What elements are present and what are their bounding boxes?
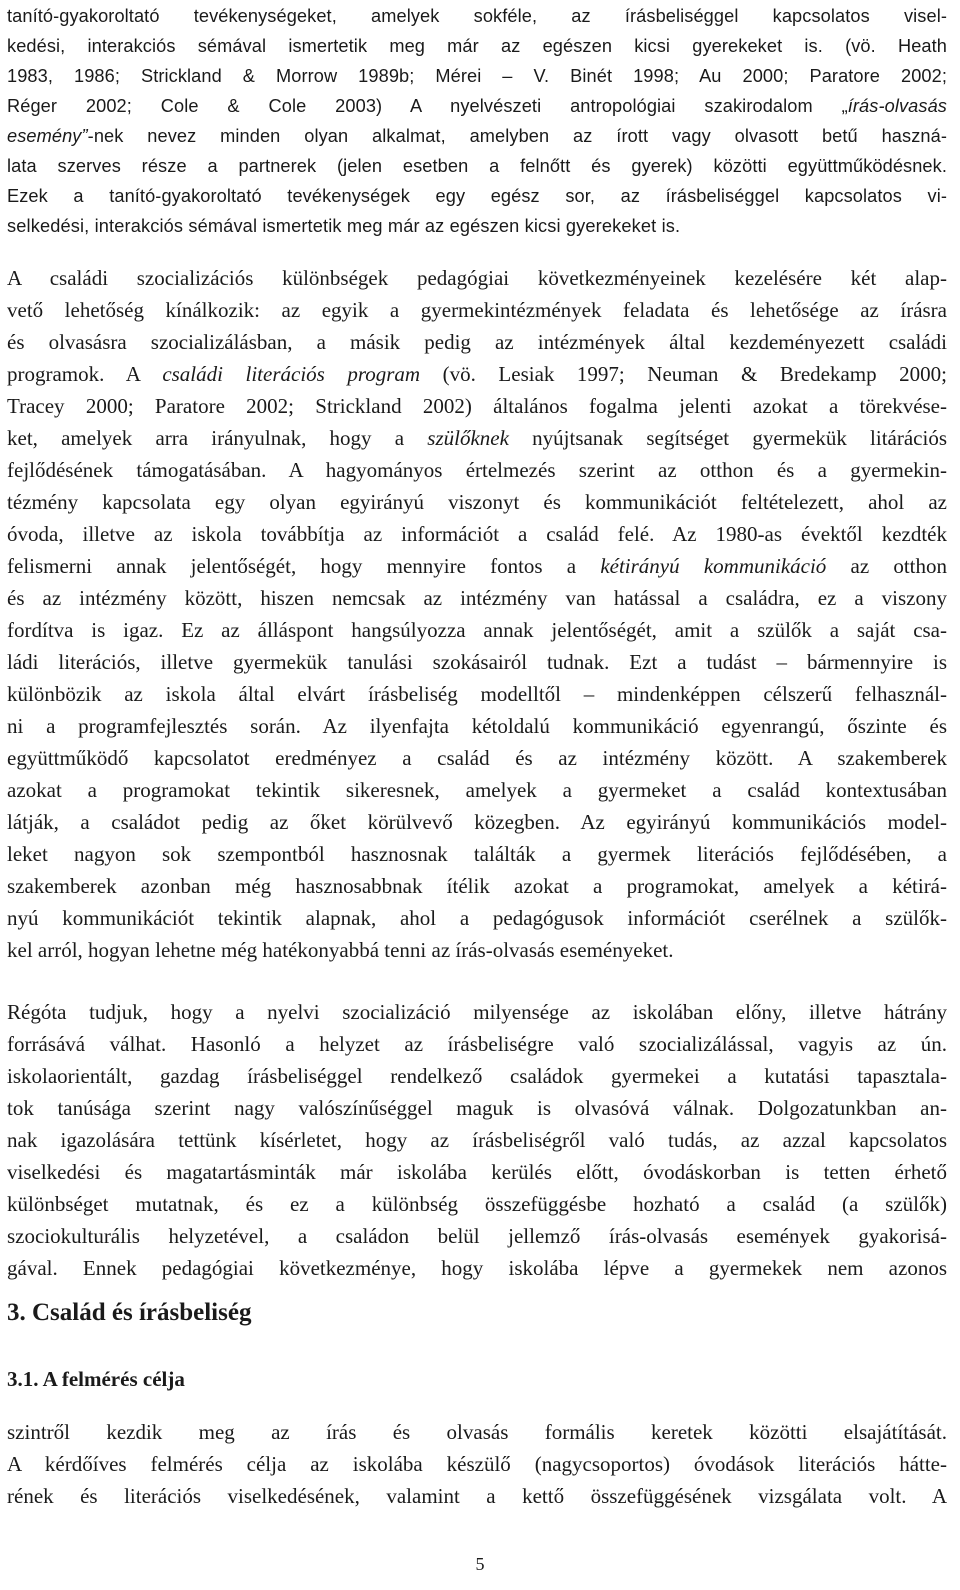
text-line: Réger 2002; Cole & Cole 2003) A nyelvészeti antropológiai szakirodalom „írás-olvasás xyxy=(7,96,947,116)
text-line: szintről kezdik meg az írás és olvasás formális keretek közötti elsajátítását. xyxy=(7,1420,947,1444)
text-line: kedési, interakciós sémával ismertetik meg már az egészen kicsi gyerekeket is. (vö. Heath xyxy=(7,36,947,56)
text-line: A családi szocializációs különbségek pedagógiai következményeinek kezelésére két alap- xyxy=(7,266,947,290)
text-line: ni a programfejlesztés során. Az ilyenfajta kétoldalú kommunikáció egyenrangú, őszinte és xyxy=(7,714,947,738)
text-line: kel arról, hogyan lehetne még hatékonyabbá tenni az írás-olvasás eseményeket. xyxy=(7,938,674,962)
text-line: selkedési, interakciós sémával ismertetik meg már az egészen kicsi gyerekeket is. xyxy=(7,216,681,236)
text-line: leket nagyon sok szempontból hasznosnak találták a gyermek literációs fejlődésében, a xyxy=(7,842,947,866)
italic-term: szülőknek xyxy=(427,426,509,450)
text-line: fejlődésének támogatásában. A hagyományos értelmezés szerint az otthon és a gyermekin- xyxy=(7,458,947,482)
text-line: azokat a programokat tekintik sikeresnek, amelyek a gyermeket a család kontextusában xyxy=(7,778,947,802)
italic-term: családi literációs program xyxy=(162,362,421,386)
text-line: látják, a családot pedig az őket körülvevő közegben. Az egyirányú kommunikációs model- xyxy=(7,810,947,834)
text-line: iskolaorientált, gazdag írásbeliséggel rendelkező családok gyermekei a kutatási tapasztala- xyxy=(7,1064,947,1088)
italic-term: írás-olvasás xyxy=(847,96,947,116)
text-line: rének és literációs viselkedésének, valamint a kettő összefüggésének vizsgálata volt. A xyxy=(7,1484,947,1508)
text-line: forrásává válhat. Hasonló a helyzet az írásbeliségre való szocializálással, vagyis az ún. xyxy=(7,1032,947,1056)
text-line: tézmény kapcsolata egy olyan egyirányú viszonyt és kommunikációt feltételezett, ahol az xyxy=(7,490,947,514)
text-line: óvoda, illetve az iskola továbbítja az információt a család felé. Az 1980-as évektől kezdték xyxy=(7,522,947,546)
text-line: ket, amelyek arra irányulnak, hogy a szülőknek nyújtsanak segítséget gyermekük litárációs xyxy=(7,426,947,450)
text-line: A kérdőíves felmérés célja az iskolába készülő (nagycsoportos) óvodások literációs hátte- xyxy=(7,1452,947,1476)
text-line: szakemberek azonban még hasznosabbnak ítélik azokat a programokat, amelyek a kétirá- xyxy=(7,874,947,898)
text-line: 1983, 1986; Strickland & Morrow 1989b; Mérei – V. Binét 1998; Au 2000; Paratore 2002; xyxy=(7,66,947,86)
italic-term: esemény” xyxy=(7,126,88,146)
text-line: fordítva is igaz. Ez az álláspont hangsúlyozza annak jelentőségét, amit a szülők a saját csa- xyxy=(7,618,947,642)
text-line: és olvasásra szocializálásban, a másik pedig az intézmények által kezdeményezett családi xyxy=(7,330,947,354)
text-line: tok tanúsága szerint nagy valószínűséggel maguk is olvasóvá válnak. Dolgozatunkban an- xyxy=(7,1096,947,1120)
text-line: gával. Ennek pedagógiai következménye, hogy iskolába lépve a gyermekek nem azonos xyxy=(7,1256,947,1280)
text-line: vető lehetőség kínálkozik: az egyik a gyermekintézmények feladata és lehetősége az írásra xyxy=(7,298,947,322)
text-line: Ezek a tanító-gyakoroltató tevékenységek egy egész sor, az írásbeliséggel kapcsolatos vi- xyxy=(7,186,947,206)
section-heading: 3. Család és írásbeliség xyxy=(7,1299,252,1326)
text-line: Régóta tudjuk, hogy a nyelvi szocializáció milyensége az iskolában előny, illetve hátrány xyxy=(7,1000,947,1024)
text-line: különbözik az iskola által elvárt írásbeliség modelltől – mindenképpen célszerű felhasznál- xyxy=(7,682,947,706)
italic-term: kétirányú kommunikáció xyxy=(600,554,827,578)
subsection-heading: 3.1. A felmérés célja xyxy=(7,1367,185,1391)
text-line: együttműködő kapcsolatot eredményez a család és az intézmény között. A szakemberek xyxy=(7,746,947,770)
text-line: ládi literációs, illetve gyermekük tanulási szokásairól tudnak. Ezt a tudást – bármennyire is xyxy=(7,650,947,674)
text-line: programok. A családi literációs program (vö. Lesiak 1997; Neuman & Bredekamp 2000; xyxy=(7,362,947,386)
text-line: lata szerves része a partnerek (jelen esetben a felnőtt és gyerek) közötti együttműködésnek. xyxy=(7,156,947,176)
text-line: Tracey 2000; Paratore 2002; Strickland 2002) általános fogalma jelenti azokat a törekvése- xyxy=(7,394,947,418)
text-line: különbséget mutatnak, és ez a különbség összefüggésbe hozható a család (a szülők) xyxy=(7,1192,947,1216)
text-line: és az intézmény között, hiszen nemcsak az intézmény van hatással a családra, ez a viszony xyxy=(7,586,947,610)
text-line: esemény”-nek nevez minden olyan alkalmat, amelyben az írott vagy olvasott betű haszná- xyxy=(7,126,947,146)
text-line: szociokulturális helyzetével, a családon belül jellemző írás-olvasás események gyakorisá- xyxy=(7,1224,947,1248)
text-line: tanító-gyakoroltató tevékenységeket, amelyek sokféle, az írásbeliséggel kapcsolatos visel- xyxy=(7,6,947,26)
page-number: 5 xyxy=(475,1554,485,1574)
text-line: viselkedési és magatartásminták már iskolába kerülés előtt, óvodáskorban is tetten érhető xyxy=(7,1160,947,1184)
text-line: nak igazolására tettünk kísérletet, hogy az írásbeliségről való tudás, az azzal kapcsolatos xyxy=(7,1128,947,1152)
text-line: nyú kommunikációt tekintik alapnak, ahol a pedagógusok információt cserélnek a szülők- xyxy=(7,906,947,930)
text-line: felismerni annak jelentőségét, hogy mennyire fontos a kétirányú kommunikáció az otthon xyxy=(7,554,947,578)
